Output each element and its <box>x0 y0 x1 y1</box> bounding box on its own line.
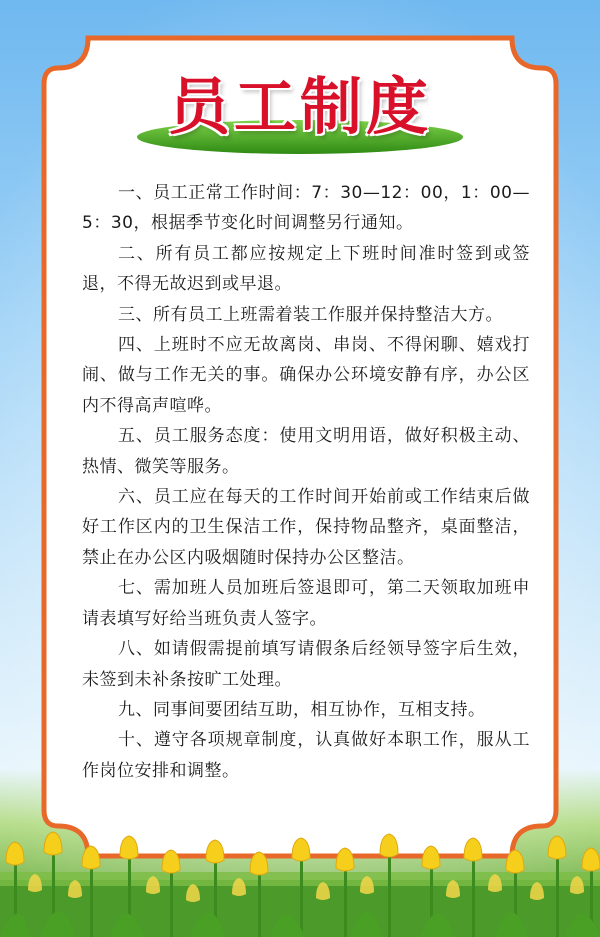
page-title: 员工制度 <box>167 70 432 143</box>
rule-item: 一、员工正常工作时间：7：30—12：00，1：00—5：30，根据季节变化时间调整另行通知。 <box>82 183 530 234</box>
tulip-heads-back <box>28 874 584 902</box>
tulip-flowers-decoration <box>0 830 600 937</box>
rule-item: 七、需加班人员加班后签退即可，第二天领取加班申请表填写好给当班负责人签字。 <box>82 578 530 629</box>
rules-list <box>82 178 530 786</box>
rule-item: 八、如请假需提前填写请假条后经领导签字后生效，未签到未补条按旷工处理。 <box>82 639 530 690</box>
rule-item: 六、员工应在每天的工作时间开始前或工作结束后做好工作区内的卫生保洁工作，保持物品整齐，桌面整洁，禁止在办公区内吸烟随时保持办公区整洁。 <box>82 487 530 568</box>
rule-item: 三、所有员工上班需着装工作服并保持整洁大方。 <box>118 304 503 325</box>
rule-item: 九、同事间要团结互助，相互协作，互相支持。 <box>118 699 486 720</box>
rule-item: 二、所有员工都应按规定上下班时间准时签到或签退，不得无故迟到或早退。 <box>82 243 530 295</box>
rule-item: 五、员工服务态度：使用文明用语，做好积极主动、热情、微笑等服务。 <box>82 426 530 477</box>
rule-item: 十、遵守各项规章制度，认真做好本职工作，服从工作岗位安排和调整。 <box>82 730 530 781</box>
rule-item: 四、上班时不应无故离岗、串岗、不得闲聊、嬉戏打闹、做与工作无关的事。确保办公环境安静有序，办公区内不得高声喧哗。 <box>82 335 530 416</box>
title-block <box>130 68 470 158</box>
